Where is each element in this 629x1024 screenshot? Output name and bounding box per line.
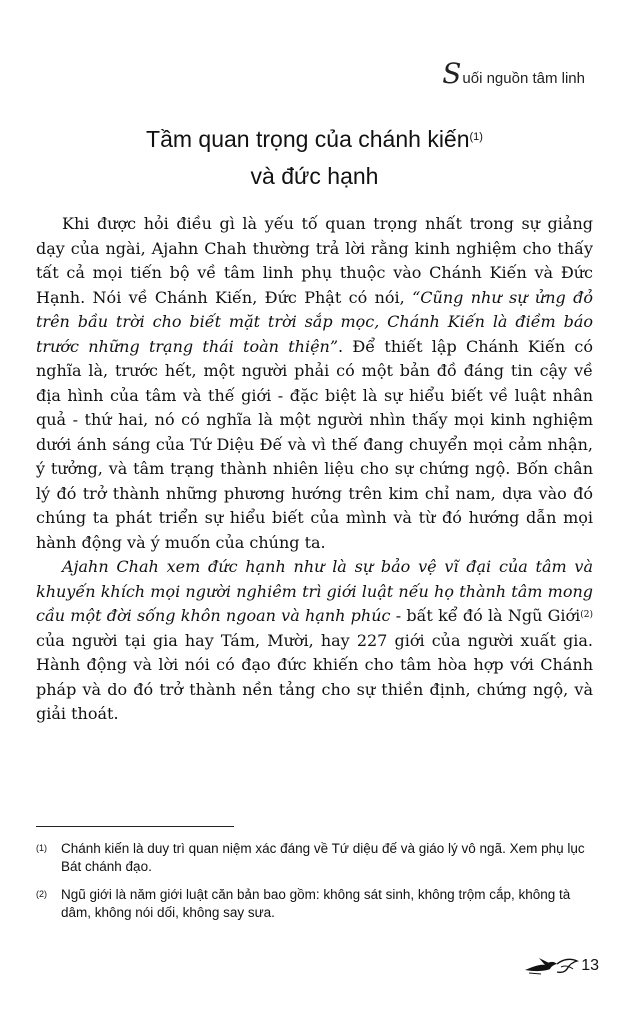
paragraph-1-part2: . Để thiết lập Chánh Kiến có nghĩa là, trước hết, một người phải có một bản đồ đáng tin cậy về địa hình của tâm và thế giới - đặc biệt là sự hiểu biết về luật nhân quả - thứ hai, nó có nghĩa là một người nhìn thấy mọi kinh nghiệm dưới ánh sáng của Tứ Diệu Đế và vì thế đang chuyển mọi cảm nhận, ý tưởng, và tâm trạng thành nhiên liệu cho sự chứng ngộ. Bốn chân lý đó trở thành những phương hướng trên kim chỉ nam, dựa vào đó chúng ta phát triển sự hiểu biết của mình và từ đó hướng dẫn mọi hành động và ý muốn của chúng ta. (36, 336, 593, 552)
page-footer (523, 955, 599, 977)
footnote-ref-1: (1) (469, 131, 483, 143)
footnote-1-text: Chánh kiến là duy trì quan niệm xác đáng về Tứ diệu đế và giáo lý vô ngã. Xem phụ lục Bát chánh đạo. (61, 841, 585, 874)
paragraph-2-part2: của người tại gia hay Tám, Mười, hay 227 giới của người xuất gia. Hành động và lời nói có đạo đức khiến cho tâm hòa hợp với Chánh pháp và do đó trở thành nền tảng cho sự thiền định, chứng ngộ, và giải thoát. (36, 630, 593, 723)
paragraph-1-part1: Khi được hỏi điều gì là yếu tố quan trọng nhất trong sự giảng dạy của ngài, Ajahn Chah thường trả lời rằng kinh nghiệm cho thấy tất cả mọi tiến bộ về tâm linh phụ thuộc vào Chánh Kiến và Đức Hạnh. Nói về Chánh Kiến, Đức Phật có nói, (36, 214, 593, 307)
footnote-2-text: Ngũ giới là năm giới luật căn bản bao gồm: không sát sinh, không trộm cắp, không tà dâm, không nói dối, không say sưa. (61, 887, 571, 920)
footnote-1 (36, 840, 593, 876)
paragraph-2-part1: - bất kể đó là Ngũ Giới (390, 606, 581, 625)
body-text (36, 212, 593, 727)
footnote-ref-2: (2) (580, 610, 594, 620)
chapter-title-line2: và đức hạnh (250, 163, 379, 189)
running-header-text: uối nguồn tâm linh (462, 70, 585, 87)
running-header-initial: S (442, 57, 462, 90)
buddha-quote: “Cũng như sự ửng đỏ trên bầu trời cho biết mặt trời sắp mọc, Chánh Kiến là điềm báo trước những trạng thái toàn thiện” (36, 287, 593, 356)
paragraph-1 (36, 212, 593, 555)
paragraph-2 (36, 555, 593, 727)
footnote-2 (36, 886, 593, 922)
footnote-1-mark: (1) (36, 843, 47, 853)
footnotes (36, 840, 593, 932)
footnote-2-mark: (2) (36, 889, 47, 899)
chapter-title-line1: Tầm quan trọng của chánh kiến (146, 126, 470, 152)
page-number: 13 (581, 957, 599, 974)
bird-ornament-icon (523, 955, 579, 977)
chapter-title (0, 121, 629, 195)
footnote-divider (36, 826, 234, 827)
running-header (442, 57, 585, 90)
paragraph-2-italic: Ajahn Chah xem đức hạnh như là sự bảo vệ vĩ đại của tâm và khuyến khích mọi người nghiêm trì giới luật nếu họ thành tâm mong cầu một đời sống khôn ngoan và hạnh phúc (36, 557, 593, 625)
